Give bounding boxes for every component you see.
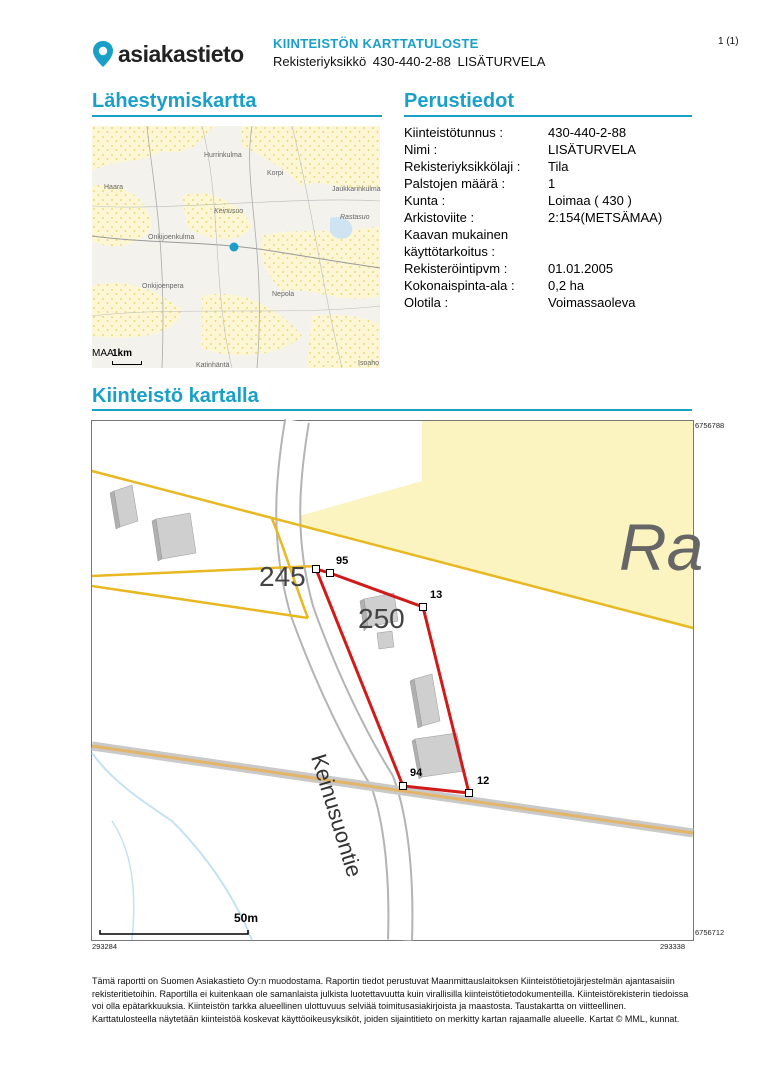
approach-map-scale-bar: [112, 361, 142, 365]
info-value: Loimaa ( 430 ): [548, 193, 632, 208]
coord-top-right: 6756788: [695, 421, 725, 430]
property-map: [91, 420, 704, 941]
info-label: Rekisteriyksikkölaji :: [404, 159, 521, 174]
info-value: [548, 226, 662, 243]
coord-bottom-right: 6756712: [695, 928, 725, 937]
boundary-point-label: 94: [410, 767, 423, 779]
info-label: Kokonaispinta-ala :: [404, 278, 515, 293]
info-value: 2:154(METSÄMAA): [548, 210, 663, 225]
location-marker: [230, 243, 239, 252]
logo-text: asiakastieto: [118, 40, 244, 67]
info-row: [404, 141, 662, 158]
place-name: Keinusuo: [214, 208, 244, 215]
parcel-number-245: 245: [259, 561, 306, 592]
place-name: Haara: [104, 184, 124, 191]
info-value: Voimassaoleva: [548, 295, 636, 310]
info-label: Kiinteistötunnus :: [404, 125, 504, 140]
coord-bottom-mid: 293338: [660, 942, 686, 951]
place-name: Isoaho: [358, 360, 380, 367]
section-title-approach-map: Lähestymiskartta: [92, 90, 257, 112]
info-value: Tila: [548, 159, 569, 174]
info-row: [404, 260, 662, 277]
approach-map: [92, 126, 380, 368]
location-pin-icon: [92, 40, 114, 68]
info-row: [404, 243, 662, 260]
section-title-property-map: Kiinteistö kartalla: [92, 385, 259, 407]
place-name: Korpi: [267, 170, 284, 177]
info-label: Palstojen määrä :: [404, 176, 506, 191]
info-label: Rekisteröintipvm :: [404, 261, 508, 276]
info-label: Arkistoviite :: [404, 210, 475, 225]
boundary-point-label: 12: [477, 775, 490, 787]
info-label: Kunta :: [404, 193, 446, 208]
area-label: Ra: [619, 510, 704, 584]
section-title-basic-info: Perustiedot: [404, 90, 515, 112]
approach-map-scale-prefix: MAA: [92, 348, 114, 359]
boundary-point-label: 13: [430, 589, 443, 601]
document-title: KIINTEISTÖN KARTTATULOSTE: [273, 36, 479, 51]
property-map-graphic: [92, 421, 693, 940]
page-number: 1 (1): [718, 36, 739, 47]
info-row: [404, 209, 662, 226]
section-rule: [92, 115, 382, 117]
info-row: [404, 175, 662, 192]
info-value: 430-440-2-88: [548, 125, 627, 140]
footer-disclaimer: Tämä raportti on Suomen Asiakastieto Oy:n muodostama. Raportin tiedot perustuvat Maanmittauslaitoksen Kiinteistötietojärjestelmän ajantasaisiin rekisteritietoihin. Raportilla ei kuitenkaan ole samanlaista julkista luotettavuutta kuin virallisilla kiinteistötietodokumenteilla. Kiinteistörekisterin tiedoissa voi olla epätarkkuuksia. Kiinteistön tarkka alueellinen ulottuvuus selviää toimitusasiakirjoista ja maastosta. Taustakartta on viitteellinen. Karttatulosteella näytetään kiinteistöä koskevat käyttöoikeusyksiköt, joiden sijaintitieto on merkitty kartan rajaamalle alueelle. Kartat © MML, kunnat.: [92, 976, 689, 1024]
info-value: 0,2 ha: [548, 278, 585, 293]
road-name: Keinusuontie: [306, 751, 368, 880]
coord-bottom-left: 293284: [92, 942, 118, 951]
info-row: [404, 226, 662, 243]
place-name: Jaukkarinkulma: [332, 186, 381, 193]
info-row: [404, 158, 662, 175]
boundary-point-label: 95: [336, 555, 349, 567]
approach-map-scale-label: 1km: [112, 348, 133, 359]
basic-info-table: [404, 124, 662, 311]
place-name: Onkijoenpera: [142, 283, 184, 290]
parcel-number-250: 250: [358, 603, 405, 634]
info-row: [404, 277, 662, 294]
info-label: käyttötarkoitus :: [404, 244, 496, 259]
logo: [92, 40, 244, 68]
info-row: [404, 294, 662, 311]
place-name: Onkijoenkulma: [148, 234, 195, 241]
info-row: [404, 192, 662, 209]
info-label: Nimi :: [404, 142, 438, 157]
place-name: Nepola: [272, 291, 295, 298]
place-name: Hurrinkulma: [204, 152, 242, 159]
place-name: Katinhäntä: [196, 362, 230, 369]
info-row: [404, 124, 662, 141]
approach-map-graphic: [92, 126, 380, 368]
info-value: [548, 243, 662, 260]
info-label: Olotila :: [404, 295, 449, 310]
section-rule: [92, 409, 692, 411]
info-label: Kaavan mukainen: [404, 227, 509, 242]
document-subtitle: Rekisteriyksikkö 430-440-2-88 LISÄTURVELA: [273, 54, 546, 69]
map-scale-label: 50m: [234, 911, 259, 925]
info-value: 01.01.2005: [548, 261, 614, 276]
info-value: LISÄTURVELA: [548, 142, 636, 157]
info-value: 1: [548, 176, 556, 191]
section-rule: [404, 115, 692, 117]
place-name: Rastasuo: [340, 214, 370, 221]
